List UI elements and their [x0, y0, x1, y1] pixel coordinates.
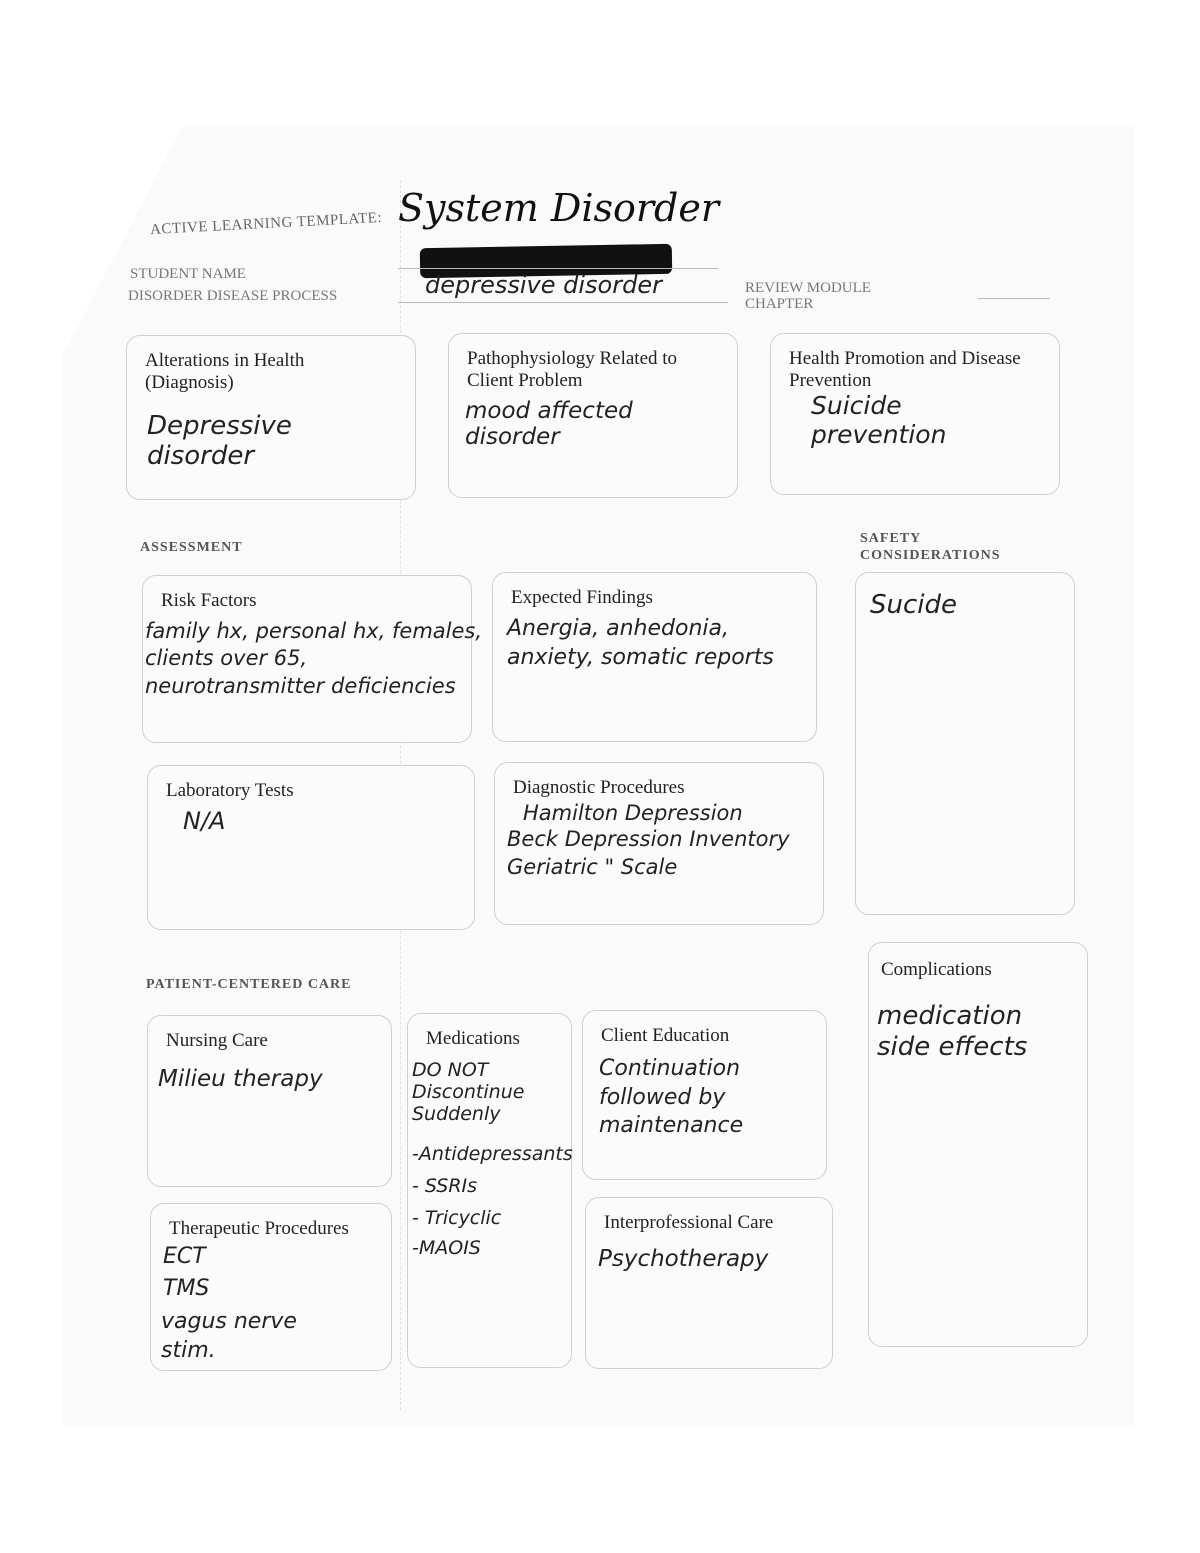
nursing-care-value: Milieu therapy — [158, 1066, 323, 1092]
medications-line-5: -MAOIS — [412, 1237, 481, 1259]
alterations-title: Alterations in Health (Diagnosis) — [145, 350, 305, 393]
folded-corner — [62, 127, 182, 357]
medications-box — [407, 1013, 572, 1368]
disorder-value: depressive disorder — [425, 271, 662, 299]
template-label: ACTIVE LEARNING TEMPLATE: — [149, 209, 383, 239]
page-title: System Disorder — [398, 186, 720, 230]
medications-line-4: - Tricyclic — [412, 1207, 502, 1229]
laboratory-tests-box — [147, 765, 475, 930]
expected-findings-box — [492, 572, 817, 742]
interprofessional-care-box — [585, 1197, 833, 1369]
risk-factors-box — [142, 575, 483, 743]
interprofessional-care-title: Interprofessional Care — [604, 1212, 774, 1233]
student-name-line — [398, 268, 718, 269]
health-promotion-box — [770, 333, 1060, 495]
alterations-value: Depressive disorder — [147, 411, 292, 471]
assessment-heading: ASSESSMENT — [140, 540, 243, 555]
diagnostic-line-3: Geriatric " Scale — [507, 855, 678, 879]
risk-factors-title: Risk Factors — [161, 590, 257, 611]
client-education-box — [582, 1010, 827, 1180]
expected-findings-value: Anergia, anhedonia, anxiety, somatic reports — [507, 616, 774, 670]
interprofessional-care-value: Psychotherapy — [598, 1246, 769, 1272]
patient-centered-care-heading: PATIENT-CENTERED CARE — [146, 977, 352, 992]
safety-box — [855, 572, 1075, 915]
health-promotion-value: Suicide prevention — [811, 391, 947, 449]
therapeutic-line-2: TMS — [163, 1276, 210, 1301]
expected-findings-title: Expected Findings — [511, 587, 653, 608]
therapeutic-procedures-title: Therapeutic Procedures — [169, 1218, 349, 1239]
diagnostic-procedures-title: Diagnostic Procedures — [513, 777, 685, 798]
medications-line-1: DO NOT Discontinue Suddenly — [412, 1059, 525, 1125]
review-module-label: REVIEW MODULE — [745, 280, 871, 296]
disorder-label: DISORDER DISEASE PROCESS — [128, 288, 338, 304]
health-promotion-title: Health Promotion and Disease Prevention — [789, 348, 1021, 391]
diagnostic-line-2: Beck Depression Inventory — [507, 827, 790, 851]
therapeutic-procedures-box — [150, 1203, 392, 1371]
medications-line-3: - SSRIs — [412, 1175, 478, 1197]
medications-line-2: -Antidepressants — [412, 1143, 573, 1165]
alterations-box — [126, 335, 416, 500]
complications-value: medication side effects — [877, 1001, 1028, 1063]
diagnostic-procedures-box — [494, 762, 824, 925]
nursing-care-box — [147, 1015, 392, 1187]
pathophysiology-title: Pathophysiology Related to Client Problem — [467, 348, 678, 391]
student-name-label: STUDENT NAME — [130, 266, 246, 282]
complications-title: Complications — [881, 959, 992, 980]
laboratory-tests-value: N/A — [183, 807, 226, 835]
therapeutic-line-1: ECT — [163, 1244, 206, 1269]
client-education-value: Continuation followed by maintenance — [599, 1056, 744, 1139]
medications-title: Medications — [426, 1028, 520, 1049]
pathophysiology-value: mood affected disorder — [465, 398, 633, 451]
nursing-care-title: Nursing Care — [166, 1030, 268, 1051]
disorder-line — [398, 302, 728, 303]
safety-value: Sucide — [870, 590, 958, 620]
chapter-label: CHAPTER — [745, 296, 814, 312]
risk-factors-value: family hx, personal hx, females, clients over 65, neurotransmitter deficiencies — [145, 619, 483, 698]
therapeutic-line-3: vagus nerve stim. — [161, 1309, 297, 1363]
client-education-title: Client Education — [601, 1025, 730, 1046]
complications-box — [868, 942, 1088, 1347]
diagnostic-line-1: Hamilton Depression — [523, 801, 743, 825]
safety-heading: SAFETY CONSIDERATIONS — [860, 531, 1001, 563]
laboratory-tests-title: Laboratory Tests — [166, 780, 294, 801]
pathophysiology-box — [448, 333, 738, 498]
chapter-line — [978, 298, 1050, 299]
